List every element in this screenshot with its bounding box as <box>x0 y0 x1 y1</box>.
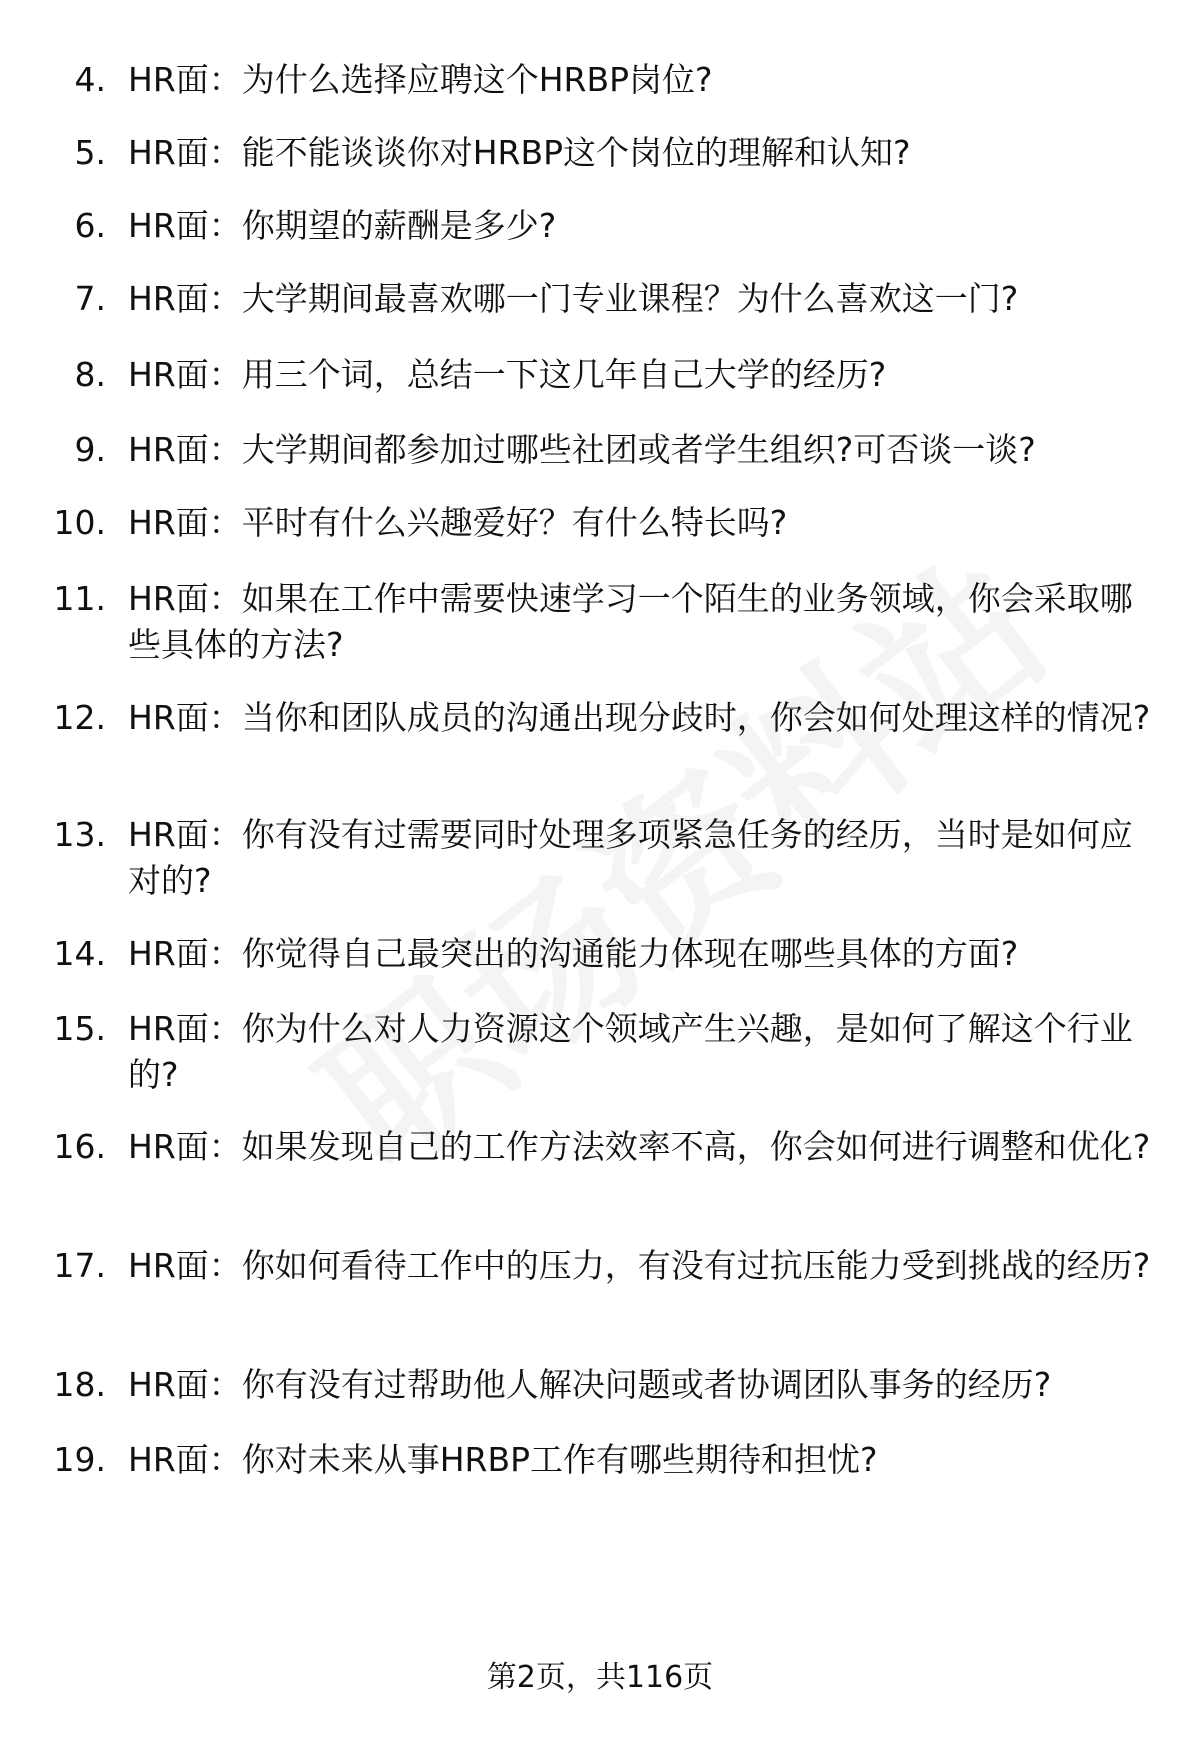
item-number: 9. <box>74 430 106 469</box>
item-number: 10. <box>53 503 106 542</box>
item-text: HR面：能不能谈谈你对HRBP这个岗位的理解和认知? <box>128 133 911 172</box>
item-number: 18. <box>53 1365 106 1404</box>
item-text: HR面：你有没有过需要同时处理多项紧急任务的经历，当时是如何应对的? <box>128 815 1133 900</box>
item-number: 12. <box>53 698 106 737</box>
item-text: HR面：你有没有过帮助他人解决问题或者协调团队事务的经历? <box>128 1365 1052 1404</box>
item-text: HR面：你期望的薪酬是多少? <box>128 206 557 245</box>
item-number: 13. <box>53 815 106 854</box>
item-text: HR面：如果发现自己的工作方法效率不高，你会如何进行调整和优化? <box>128 1127 1151 1166</box>
item-number: 15. <box>53 1009 106 1048</box>
item-text: HR面：你对未来从事HRBP工作有哪些期待和担忧? <box>128 1440 878 1479</box>
item-text: HR面：大学期间都参加过哪些社团或者学生组织?可否谈一谈? <box>128 430 1036 469</box>
item-number: 19. <box>53 1440 106 1479</box>
item-text: HR面：你为什么对人力资源这个领域产生兴趣，是如何了解这个行业的? <box>128 1009 1133 1094</box>
item-number: 11. <box>53 579 106 618</box>
item-number: 5. <box>74 133 106 172</box>
item-text: HR面：如果在工作中需要快速学习一个陌生的业务领域，你会采取哪些具体的方法? <box>128 579 1133 664</box>
item-text: HR面：大学期间最喜欢哪一门专业课程？为什么喜欢这一门? <box>128 279 1019 318</box>
item-number: 7. <box>74 279 106 318</box>
item-text: HR面：用三个词，总结一下这几年自己大学的经历? <box>128 355 887 394</box>
item-text: HR面：你如何看待工作中的压力，有没有过抗压能力受到挑战的经历? <box>128 1246 1151 1285</box>
item-text: HR面：你觉得自己最突出的沟通能力体现在哪些具体的方面? <box>128 934 1019 973</box>
page-footer: 第2页，共116页 <box>486 1660 714 1695</box>
item-number: 8. <box>74 355 106 394</box>
item-number: 14. <box>53 934 106 973</box>
item-text: HR面：为什么选择应聘这个HRBP岗位? <box>128 60 713 99</box>
item-number: 16. <box>53 1127 106 1166</box>
item-text: HR面：当你和团队成员的沟通出现分歧时，你会如何处理这样的情况? <box>128 698 1151 737</box>
item-number: 4. <box>74 60 106 99</box>
item-number: 6. <box>74 206 106 245</box>
item-number: 17. <box>53 1246 106 1285</box>
item-text: HR面：平时有什么兴趣爱好？有什么特长吗? <box>128 503 788 542</box>
